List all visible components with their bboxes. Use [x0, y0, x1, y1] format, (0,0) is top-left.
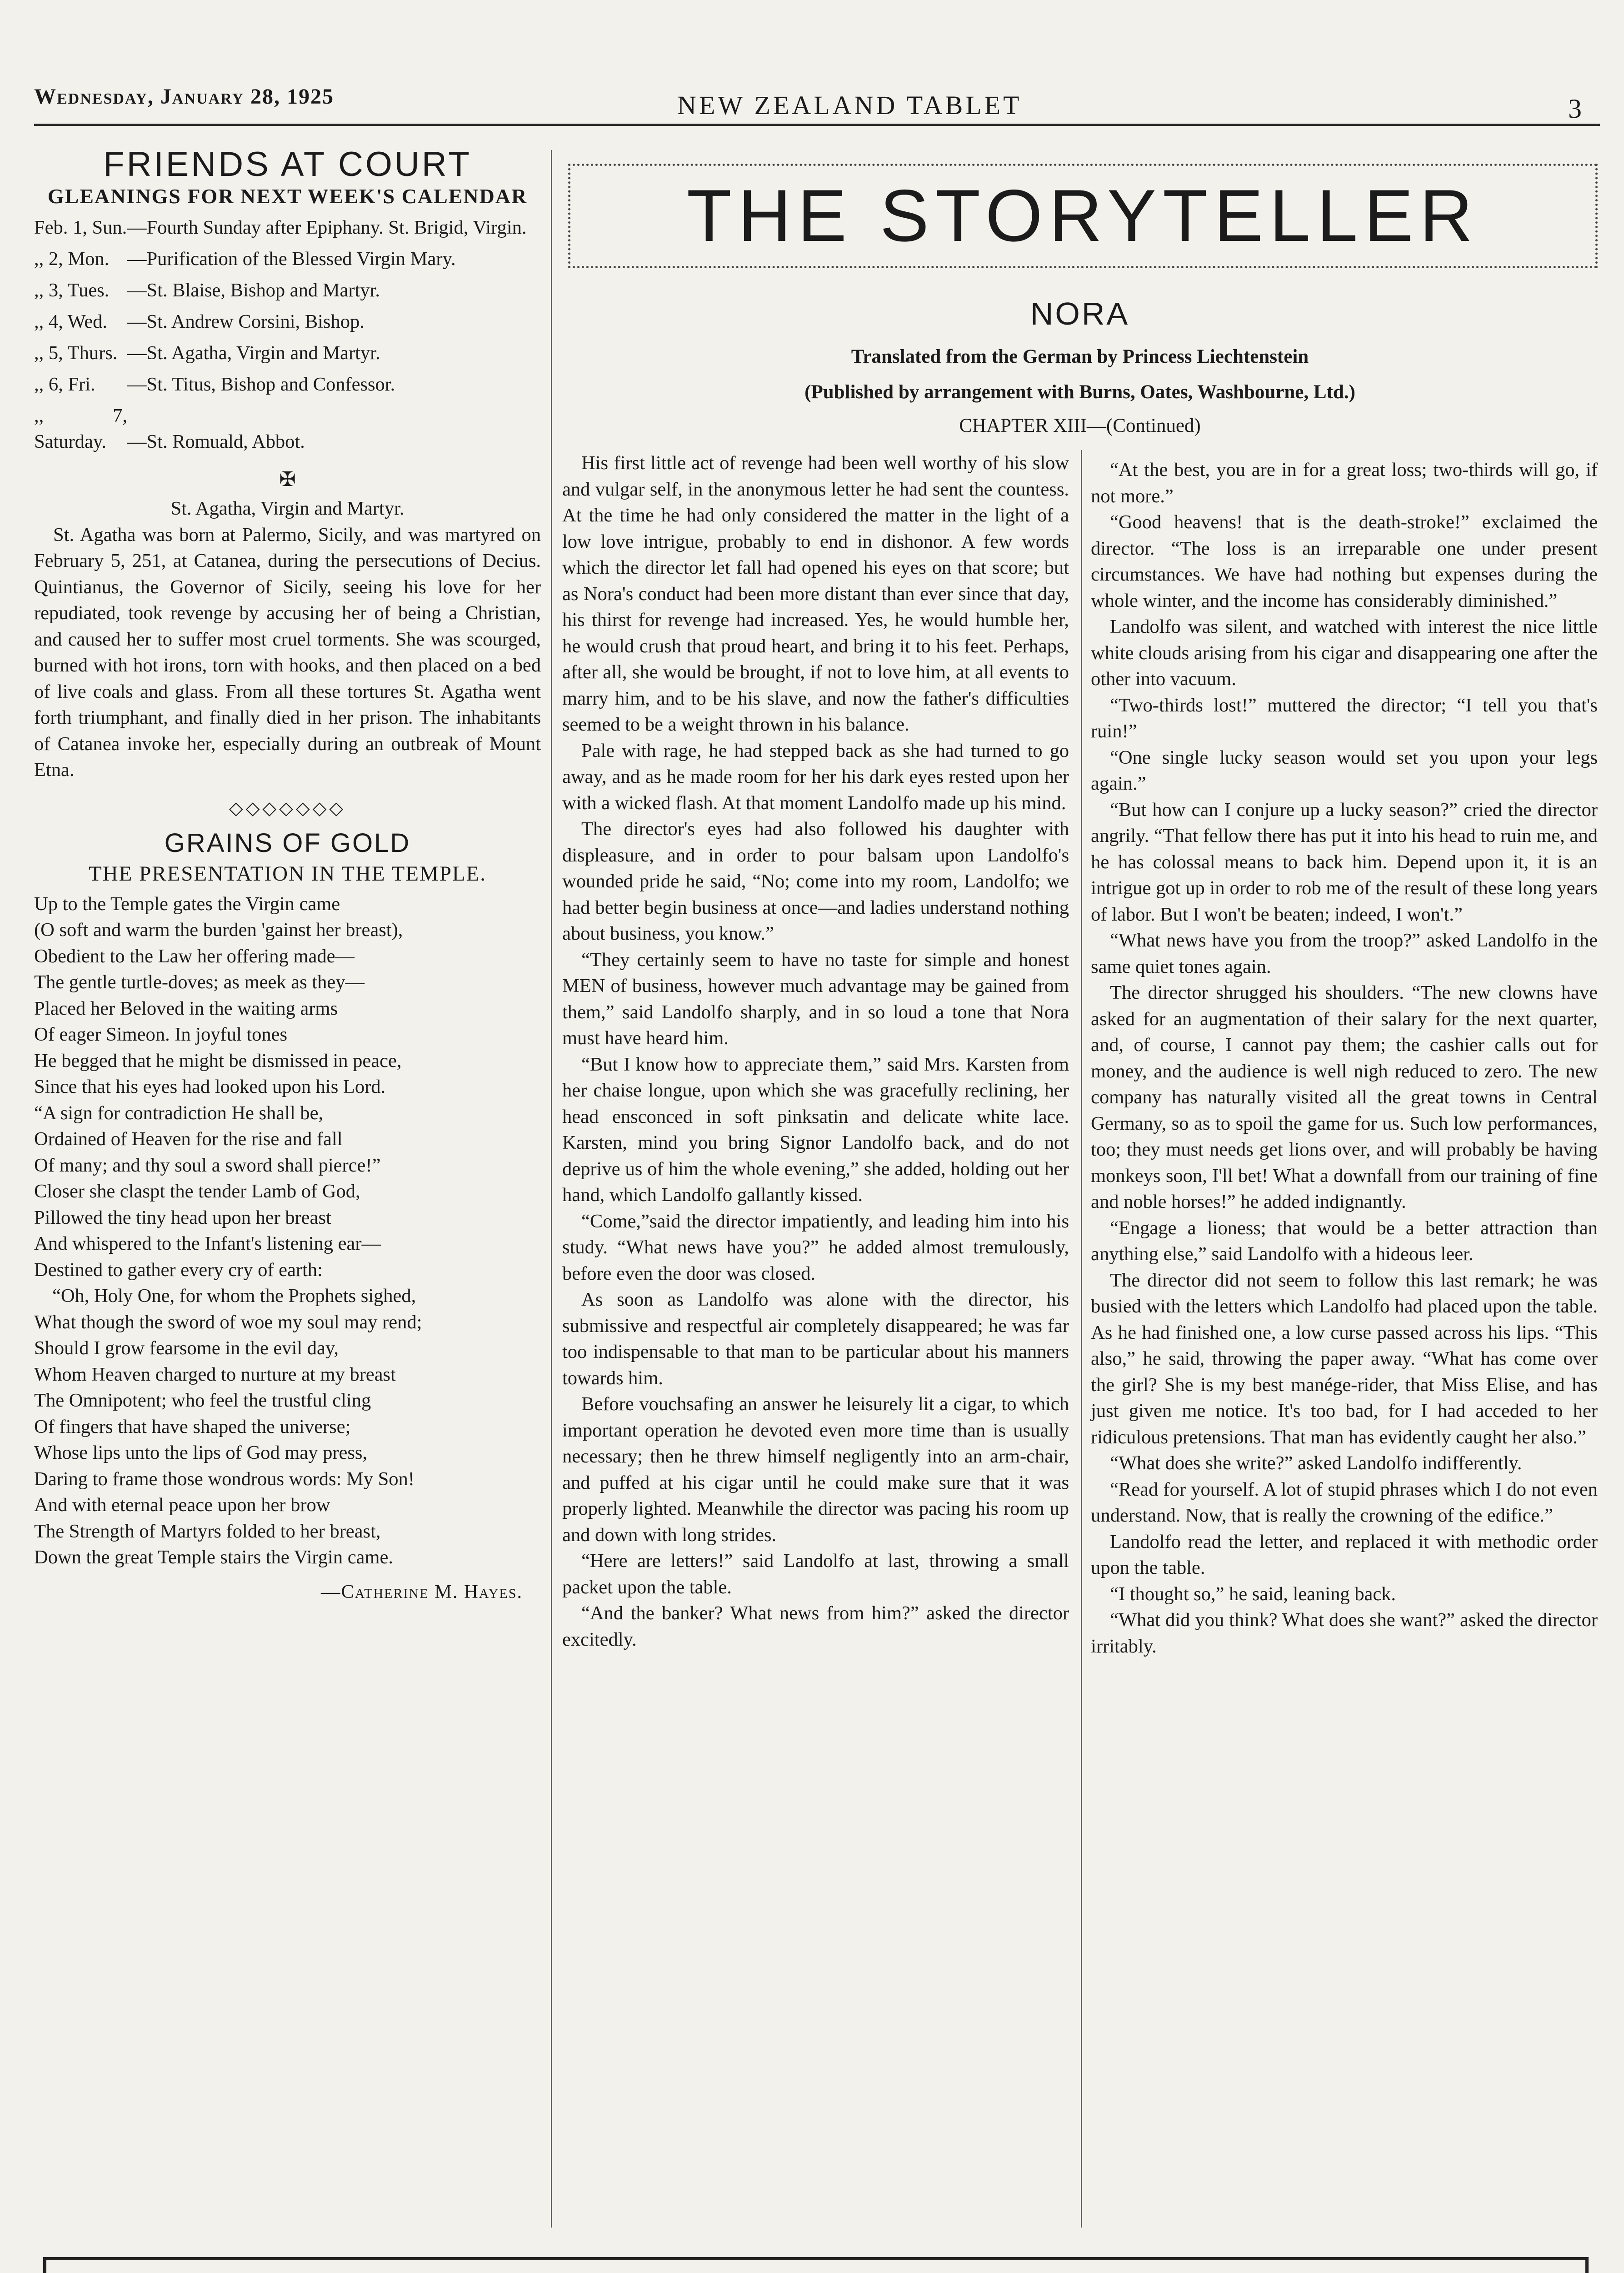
story-paragraph: “But how can I conjure up a lucky season?” cried the director angrily. “That fellow there has put it into his head to ruin me, and he has colossal means to back him. Depend upon it, it is an intrigue got up in order to rob me of the result of these long years of labor. But I won't be beaten; indeed, I won't.” [1091, 799, 1598, 925]
feast-calendar [34, 215, 541, 455]
poem-line: And with eternal peace upon her brow [34, 1494, 330, 1516]
story-paragraph: “Engage a lioness; that would be a better attraction than anything else,” said Landolfo with a hideous leer. [1091, 1217, 1598, 1265]
story-paragraph: “And the banker? What news from him?” asked the director excitedly. [562, 1602, 1069, 1650]
column-divider [551, 150, 552, 2228]
story-translation-credit: Translated from the German by Princess Liechtenstein [851, 346, 1309, 367]
poem-line: Of many; and thy soul a sword shall pierce!” [34, 1154, 381, 1176]
calendar-entry: ,, 6, Fri. —St. Titus, Bishop and Confessor. [34, 374, 395, 395]
column-middle [562, 450, 1069, 1652]
saint-heading: St. Agatha, Virgin and Martyr. [170, 498, 405, 519]
calendar-entry: ,, 5, Thurs. —St. Agatha, Virgin and Martyr. [34, 342, 380, 364]
friends-subtitle: GLEANINGS FOR NEXT WEEK'S CALENDAR [47, 185, 528, 208]
westway-advertisement [43, 2257, 1589, 2273]
poem-line: And whispered to the Infant's listening ear— [34, 1233, 381, 1254]
story-paragraph: “Come,”said the director impatiently, and leading him into his study. “What news have you?” he added almost tremulously, before even the door was closed. [562, 1210, 1069, 1284]
poem-line: The Omnipotent; who feel the trustful cling [34, 1390, 371, 1411]
poem-line: “A sign for contradiction He shall be, [34, 1102, 324, 1124]
story-paragraph: “Here are letters!” said Landolfo at last, throwing a small packet upon the table. [562, 1550, 1069, 1598]
issue-date: Wednesday, January 28, 1925 [34, 85, 335, 109]
poem-line: Up to the Temple gates the Virgin came [34, 893, 340, 915]
saint-paragraph: St. Agatha was born at Palermo, Sicily, and was martyred on February 5, 251, at Catanea, during the persecutions of Decius. Quintianus, the Governor of Sicily, seeing his love for her repudiated, took revenge by accusing her of being a Christian, and caused her to suffer most cruel torments. She was scourged, burned with hot irons, torn with hooks, and then placed on a bed of live coals and glass. From all these tortures St. Agatha went forth triumphant, and finally died in her prison. The inhabitants of Catanea invoke her, especially during an outbreak of Mount Etna. [34, 524, 541, 781]
poem-author: —Catherine M. Hayes. [320, 1581, 523, 1602]
page-number: 3 [1568, 94, 1583, 124]
grains-of-gold-title: GRAINS OF GOLD [164, 828, 411, 858]
story-paragraph: “What did you think? What does she want?” asked the director irritably. [1091, 1609, 1598, 1657]
calendar-entry: ,, 3, Tues. —St. Blaise, Bishop and Martyr. [34, 280, 380, 301]
story-arrangement-credit: (Published by arrangement with Burns, Oates, Washbourne, Ltd.) [805, 381, 1355, 403]
poem-line: Ordained of Heaven for the rise and fall [34, 1128, 343, 1150]
poem [34, 891, 541, 1571]
storyteller-banner-title: THE STORYTELLER [686, 175, 1479, 257]
poem-line: Of eager Simeon. In joyful tones [34, 1024, 288, 1045]
story-paragraph: “One single lucky season would set you upon your legs again.” [1091, 746, 1598, 794]
poem-line: Placed her Beloved in the waiting arms [34, 997, 338, 1019]
poem-line: Closer she claspt the tender Lamb of God, [34, 1181, 360, 1202]
story-paragraph: Landolfo read the letter, and replaced it with methodic order upon the table. [1091, 1531, 1598, 1578]
story-paragraph: The director's eyes had also followed his daughter with displeasure, and in order to pour balsam upon Landolfo's wounded pride he said, “No; come into my room, Landolfo; we had better begin business at once—and ladies understand nothing about business, you know.” [562, 818, 1069, 944]
story-paragraph: “But I know how to appreciate them,” said Mrs. Karsten from her chaise longue, upon which she was gracefully reclining, her head ensconced in soft pinksatin and delicate white lace. Karsten, mind you bring Signor Landolfo back, and do not deprive us of him the whole evening,” she added, holding out her hand, which Landolfo gallantly kissed. [562, 1053, 1069, 1206]
story-paragraph: “Good heavens! that is the death-stroke!” exclaimed the director. “The loss is an irreparable one under present circumstances. We have had nothing but expenses during the whole winter, and the income has considerably diminished.” [1091, 511, 1598, 611]
story-paragraph: “What news have you from the troop?” asked Landolfo in the same quiet tones again. [1091, 930, 1598, 977]
poem-line: Obedient to the Law her offering made— [34, 945, 355, 967]
publication-title: NEW ZEALAND TABLET [677, 90, 1022, 120]
header-rule [34, 124, 1600, 126]
story-paragraph: Before vouchsafing an answer he leisurely lit a cigar, to which important operation he devoted even more time than is usually necessary; then he threw himself negligently into an arm-chair, and puffed at his cigar until he could make sure that it was properly lighted. Meanwhile the director was pacing his room up and down with long strides. [562, 1393, 1069, 1546]
story-paragraph: The director did not seem to follow this last remark; he was busied with the letters which Landolfo had placed upon the table. As he had finished one, a low curse passed across his lips. “This also,” he said, throwing the paper away. “What has come over the girl? She is my best manége-rider, that Miss Elise, and has just given me notice. It's too bad, for I had acceded to her ridiculous pretensions. That man has evidently caught her also.” [1091, 1269, 1598, 1448]
story-paragraph: The director shrugged his shoulders. “The new clowns have asked for an augmentation of their salary for the next quarter, and, of course, I cannot pay them; the cashier calls out for money, and the audience is well nigh reduced to zero. The new company has naturally visited all the great towns in Central Germany, so as to spoil the game for us. Such low performances, too; they must needs get lions over, and will probably be having monkeys soon, I'll bet! What a downfall from our training of fine and noble horses!” he added indignantly. [1091, 982, 1598, 1212]
poem-line: The gentle turtle-doves; as meek as they— [34, 971, 365, 993]
poem-line: Since that his eyes had looked upon his Lord. [34, 1076, 386, 1097]
poem-line: “Oh, Holy One, for whom the Prophets sighed, [52, 1285, 416, 1307]
poem-line: Of fingers that have shaped the universe; [34, 1416, 351, 1437]
story-paragraph: As soon as Landolfo was alone with the director, his submissive and respectful air completely disappeared; he was far too indispensable to that man to be particular about his manners towards him. [562, 1289, 1069, 1389]
column-left [34, 145, 541, 1605]
poem-line: Daring to frame those wondrous words: My Son! [34, 1468, 415, 1490]
poem-line: Pillowed the tiny head upon her breast [34, 1207, 331, 1228]
storyteller-banner [568, 164, 1598, 268]
poem-line: What though the sword of woe my soul may rend; [34, 1311, 422, 1333]
poem-line: The Strength of Martyrs folded to her breast, [34, 1520, 381, 1542]
story-paragraph: “At the best, you are in for a great loss; two-thirds will go, if not more.” [1091, 459, 1598, 507]
column-divider [1081, 450, 1082, 2228]
poem-line: Whom Heaven charged to nurture at my breast [34, 1363, 396, 1385]
column-right [1091, 457, 1598, 1659]
story-paragraph: “I thought so,” he said, leaning back. [1110, 1583, 1396, 1605]
calendar-entry: ,, 4, Wed. —St. Andrew Corsini, Bishop. [34, 311, 365, 332]
calendar-entry: Feb. 1, Sun.—Fourth Sunday after Epiphany. St. Brigid, Virgin. [34, 217, 527, 238]
story-paragraph: Pale with rage, he had stepped back as she had turned to go away, and as he made room for her his dark eyes rested upon her with a wicked flash. At that moment Landolfo made up his mind. [562, 740, 1069, 814]
poem-title: THE PRESENTATION IN THE TEMPLE. [88, 861, 487, 886]
poem-line: Should I grow fearsome in the evil day, [34, 1337, 339, 1359]
story-paragraph: “What does she write?” asked Landolfo indifferently. [1110, 1452, 1522, 1474]
story-paragraph: “Two-thirds lost!” muttered the director; “I tell you that's ruin!” [1091, 694, 1598, 742]
calendar-entry: ,, 7, Saturday. —St. Romuald, Abbot. [34, 405, 305, 452]
story-paragraph: His first little act of revenge had been well worthy of his slow and vulgar self, in the anonymous letter he had sent the countess. At the time he had only considered the matter in the light of a low love intrigue, probably to end in dishonor. A few words which the director let fall had opened his eyes on that score; but as Nora's conduct had been more distant than ever since that day, his thirst for revenge had increased. Yes, he would humble her, he would crush that proud heart, and bring it to his feet. Perhaps, after all, she would be brought, if not to love him, at all events to marry him, and to be his slave, and now the father's difficulties seemed to be a weight thrown in his balance. [562, 452, 1069, 735]
friends-at-court-title: FRIENDS AT COURT [103, 145, 472, 184]
poem-line: Whose lips unto the lips of God may press, [34, 1442, 368, 1463]
story-paragraph: Landolfo was silent, and watched with interest the nice little white clouds arising from his cigar and disappearing one after the other into vacuum. [1091, 616, 1598, 690]
story-paragraph: “Read for yourself. A lot of stupid phrases which I do not even understand. Now, that is really the crowning of the edifice.” [1091, 1478, 1598, 1526]
divider-ornament: ◇◇◇◇◇◇◇ [229, 797, 346, 818]
story-title: NORA [1030, 296, 1130, 331]
poem-line: (O soft and warm the burden 'gainst her breast), [34, 919, 403, 941]
story-paragraph: “They certainly seem to have no taste for simple and honest MEN of business, however much advantage may be gained from them,” said Landolfo sharply, and in so loud a tone that Nora must have heard him. [562, 949, 1069, 1049]
poem-line: Destined to gather every cry of earth: [34, 1259, 323, 1281]
poem-line: He begged that he might be dismissed in peace, [34, 1050, 402, 1071]
poem-line: Down the great Temple stairs the Virgin came. [34, 1547, 393, 1568]
cross-ornament: ✠ [279, 468, 296, 491]
chapter-heading: CHAPTER XIII—(Continued) [959, 415, 1201, 436]
calendar-entry: ,, 2, Mon. —Purification of the Blessed Virgin Mary. [34, 248, 456, 270]
